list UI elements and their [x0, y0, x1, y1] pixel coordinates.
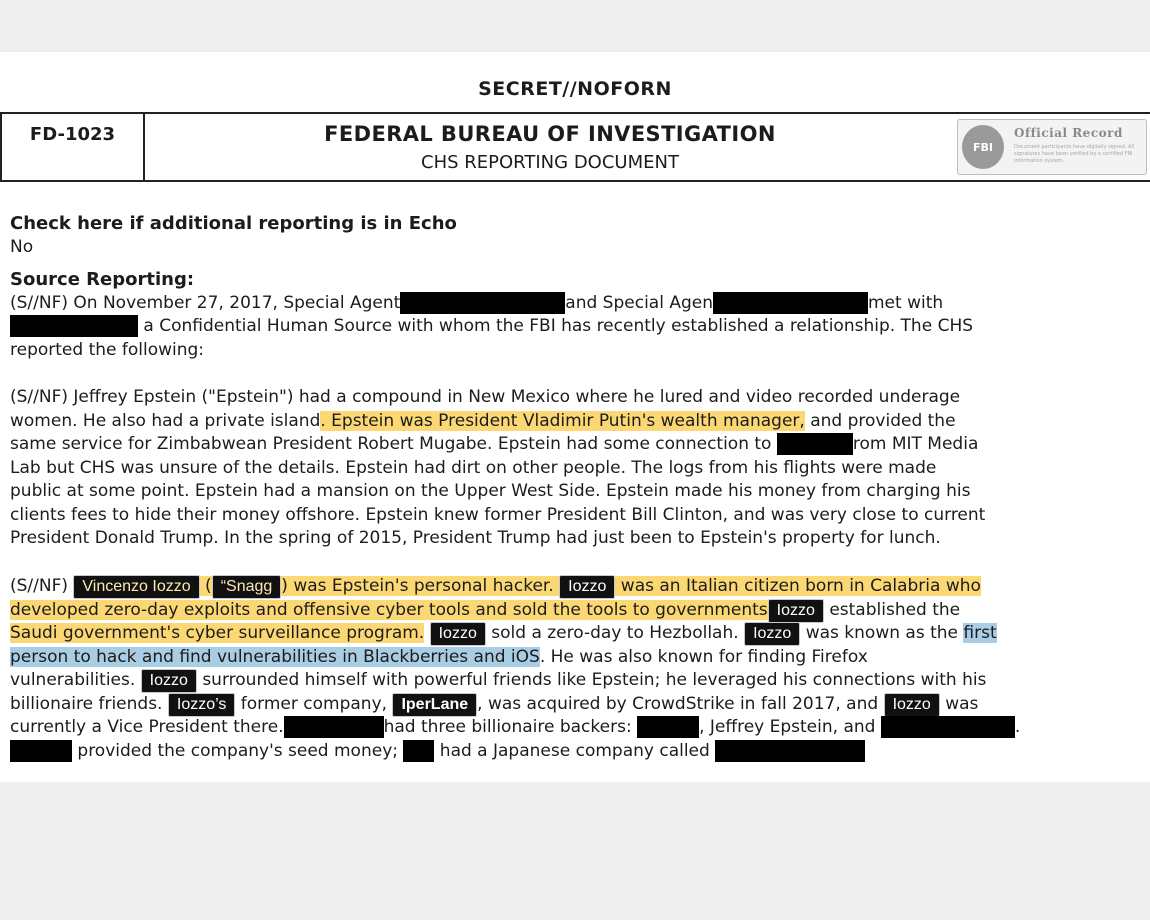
p1-line-1: (S//NF) Jeffrey Epstein ("Epstein") had a compound in New Mexico where he lured and video recorded underage	[10, 387, 961, 407]
redaction-box	[715, 740, 865, 762]
text-span: established the	[823, 599, 961, 620]
name-overlay-label: Vincenzo Iozzo	[73, 575, 199, 599]
highlighted-text: . Epstein was President Vladimir Putin's wealth manager,	[320, 410, 805, 431]
redaction-box	[10, 740, 72, 762]
text-span: , Jeffrey Epstein, and	[699, 717, 881, 737]
p2-line-8	[10, 740, 1148, 764]
paragraph-epstein	[10, 386, 1148, 551]
highlighted-text: Saudi government's cyber surveillance program.	[10, 623, 425, 643]
text-span: and Special Agen	[565, 292, 713, 313]
surname-overlay-label: Iozzo	[559, 575, 615, 599]
form-number: FD-1023	[0, 114, 145, 180]
text-span: women. He also had a private island	[10, 410, 321, 431]
document-type: CHS REPORTING DOCUMENT	[421, 152, 679, 173]
text-span: former company,	[235, 693, 393, 714]
surname-overlay-label: Iozzo	[768, 599, 824, 623]
text-span: met with	[868, 292, 944, 313]
text-span: a Confidential Human Source with whom the FBI has recently established a relationship. The CHS	[138, 316, 974, 336]
surname-overlay-label: Iozzo	[884, 693, 940, 717]
p1-line-7: President Donald Trump. In the spring of 2015, President Trump had just been to Epstein's property for lunch.	[10, 528, 941, 548]
p1-line-2	[10, 410, 1148, 434]
p2-line-5	[10, 669, 1148, 693]
highlighted-text-blue: first	[963, 623, 997, 643]
p2-line-6	[10, 693, 1148, 717]
redaction-box	[403, 740, 434, 762]
p2-line-1	[10, 575, 1148, 599]
redaction-box	[284, 716, 384, 738]
document-page	[0, 52, 1150, 782]
text-span: . He was also known for finding Firefox	[539, 646, 868, 667]
text-span: rom MIT Media	[852, 434, 979, 454]
text-span: (S//NF) On November 27, 2017, Special Agent	[10, 292, 401, 313]
text-span: provided the company's seed money;	[72, 740, 404, 761]
official-record-seal	[957, 119, 1147, 175]
agency-title: FEDERAL BUREAU OF INVESTIGATION	[324, 122, 776, 146]
redaction-box	[637, 716, 699, 738]
p1-line-6: clients fees to hide their money offshore. Epstein knew former President Bill Clinton, and was very close to current	[10, 504, 986, 525]
text-span: sold a zero-day to Hezbollah.	[485, 623, 739, 643]
source-line-1	[10, 292, 1148, 316]
p1-line-3	[10, 433, 1148, 457]
text-span: had three billionaire backers:	[383, 717, 638, 737]
p1-line-5: public at some point. Epstein had a mansion on the Upper West Side. Epstein made his money from charging his	[10, 481, 971, 501]
p2-line-2	[10, 599, 1148, 623]
text-span: was	[939, 693, 979, 714]
surname-overlay-label: Iozzo	[744, 622, 800, 646]
surname-overlay-label: Iozzo	[141, 669, 197, 693]
text-span: same service for Zimbabwean President Robert Mugabe. Epstein had some connection to	[10, 434, 777, 454]
document-header	[0, 112, 1150, 182]
company-overlay-label: IperLane	[392, 693, 477, 717]
text-span: (S//NF)	[10, 576, 74, 596]
source-line-3: reported the following:	[10, 339, 205, 360]
p2-line-3	[10, 622, 1148, 646]
p1-line-4: Lab but CHS was unsure of the details. Epstein had dirt on other people. The logs from his flights were made	[10, 457, 937, 478]
highlighted-text-blue: person to hack and find vulnerabilities in Blackberries and iOS	[10, 646, 540, 667]
text-span: currently a Vice President there.	[10, 717, 284, 737]
text-span: (	[199, 576, 212, 596]
seal-title: Official Record	[1014, 126, 1123, 140]
highlighted-text: developed zero-day exploits and offensive cyber tools and sold the tools to governments	[10, 599, 768, 620]
surname-overlay-label: Iozzo	[430, 622, 486, 646]
text-span: and provided the	[804, 410, 956, 431]
text-span: vulnerabilities.	[10, 670, 141, 690]
text-span: had a Japanese company called	[434, 740, 716, 761]
text-span: surrounded himself with powerful friends like Epstein; he leveraged his connections with his	[196, 670, 987, 690]
echo-section	[10, 212, 1148, 259]
text-span: billionaire friends.	[10, 693, 168, 714]
p2-line-4	[10, 646, 1148, 670]
text-span: was an Italian citizen born in Calabria who	[615, 576, 981, 596]
nickname-overlay-label: “Snagg	[212, 575, 282, 599]
fbi-seal-icon: FBI	[962, 125, 1004, 169]
source-label: Source Reporting:	[10, 269, 195, 290]
possessive-overlay-label: Iozzo’s	[168, 693, 236, 717]
text-span: .	[1014, 717, 1021, 737]
p2-line-7	[10, 716, 1148, 740]
seal-text: Document participants have digitally signed. All signatures have been verified by a certified FBI information system.	[1014, 144, 1135, 164]
source-reporting-section	[10, 268, 1148, 362]
text-span: ) was Epstein's personal hacker.	[281, 576, 560, 596]
source-line-2	[10, 315, 1148, 339]
classification-marking: SECRET//NOFORN	[478, 78, 672, 100]
redaction-box	[400, 292, 565, 314]
redaction-box	[713, 292, 868, 314]
redaction-box	[777, 433, 853, 455]
paragraph-hacker	[10, 575, 1148, 763]
echo-label: Check here if additional reporting is in Echo	[10, 213, 457, 234]
redaction-box	[10, 315, 138, 337]
text-span: , was acquired by CrowdStrike in fall 2017, and	[477, 693, 884, 714]
redaction-box	[881, 716, 1015, 738]
echo-value: No	[10, 236, 34, 257]
text-span: was known as the	[800, 623, 964, 643]
